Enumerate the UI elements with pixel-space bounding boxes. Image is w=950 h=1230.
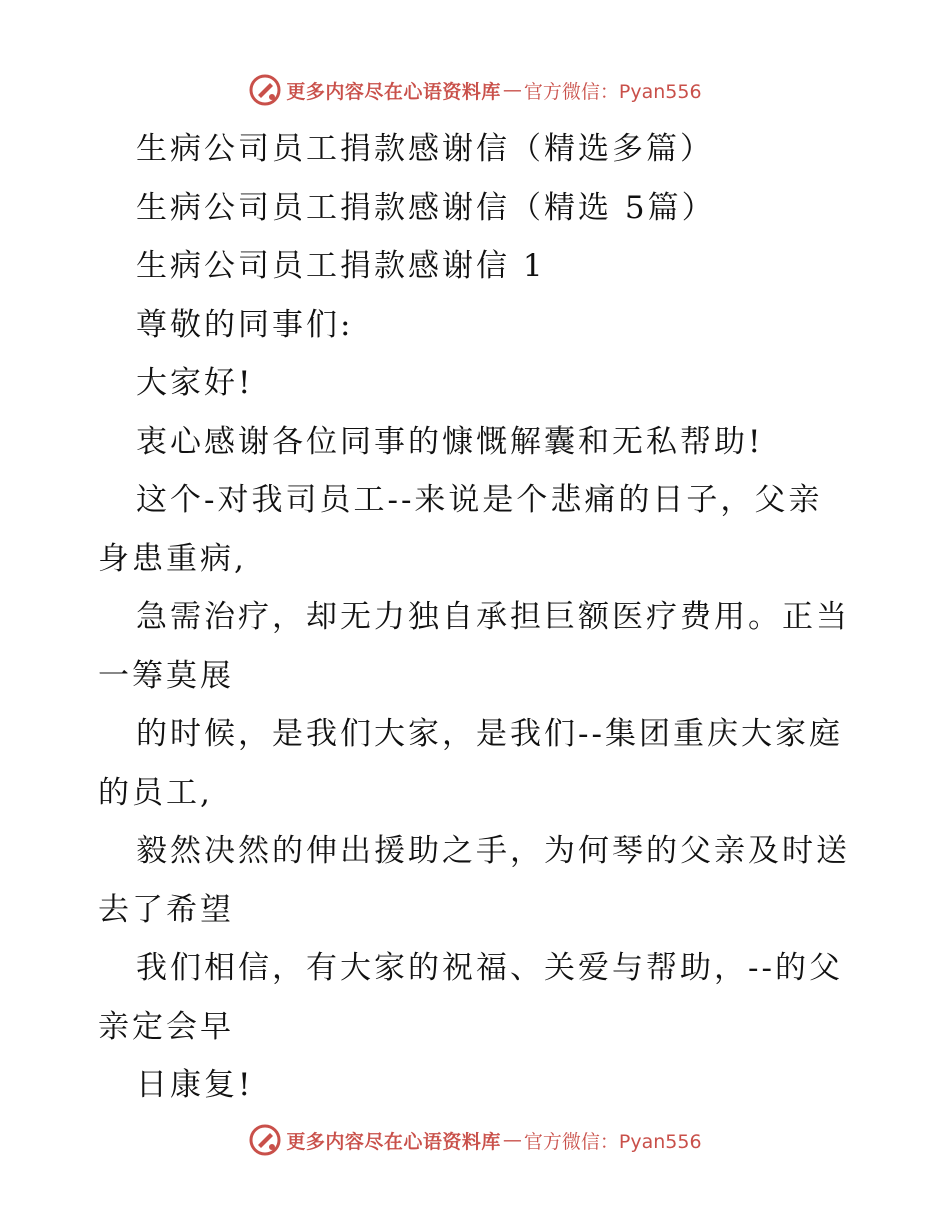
paragraph-line: 身患重病, [98, 540, 247, 577]
section-heading: 生病公司员工捐款感谢信 1 [136, 248, 546, 284]
document-body [98, 120, 858, 1115]
paragraph-line: 衷心感谢各位同事的慷慨解囊和无私帮助! [136, 423, 764, 460]
banner-brand: 更多内容尽在心语资料库 [286, 1130, 501, 1153]
banner-wechat: 官方微信：Pyan556 [523, 1130, 702, 1153]
subtitle-line: 生病公司员工捐款感谢信（精选 5篇） [136, 189, 716, 226]
paragraph-line: 的时候，是我们大家，是我们--集团重庆大家庭 [136, 716, 843, 752]
header-banner [0, 70, 950, 110]
salutation: 尊敬的同事们: [136, 306, 354, 343]
paragraph-line: 去了希望 [98, 891, 234, 928]
paragraph-line: 一筹莫展 [98, 657, 234, 694]
banner-wechat: 官方微信：Pyan556 [523, 80, 702, 103]
banner-brand: 更多内容尽在心语资料库 [286, 80, 501, 103]
paragraph-line: 亲定会早 [98, 1008, 234, 1045]
paragraph-line: 这个-对我司员工--来说是个悲痛的日子，父亲 [136, 482, 823, 518]
logo-icon [248, 73, 282, 107]
paragraph-line: 的员工, [98, 774, 213, 811]
title-line: 生病公司员工捐款感谢信（精选多篇） [136, 131, 714, 167]
logo-icon [248, 1123, 282, 1157]
footer-banner [0, 1120, 950, 1160]
paragraph-line: 日康复! [136, 1067, 254, 1103]
banner-separator: — [502, 79, 522, 101]
banner-separator: — [502, 1129, 522, 1151]
paragraph-line: 急需治疗，却无力独自承担巨额医疗费用。正当 [136, 599, 850, 635]
paragraph-line: 我们相信，有大家的祝福、关爱与帮助，--的父 [136, 950, 843, 986]
greeting: 大家好! [136, 365, 254, 401]
paragraph-line: 毅然决然的伸出援助之手，为何琴的父亲及时送 [136, 833, 850, 869]
